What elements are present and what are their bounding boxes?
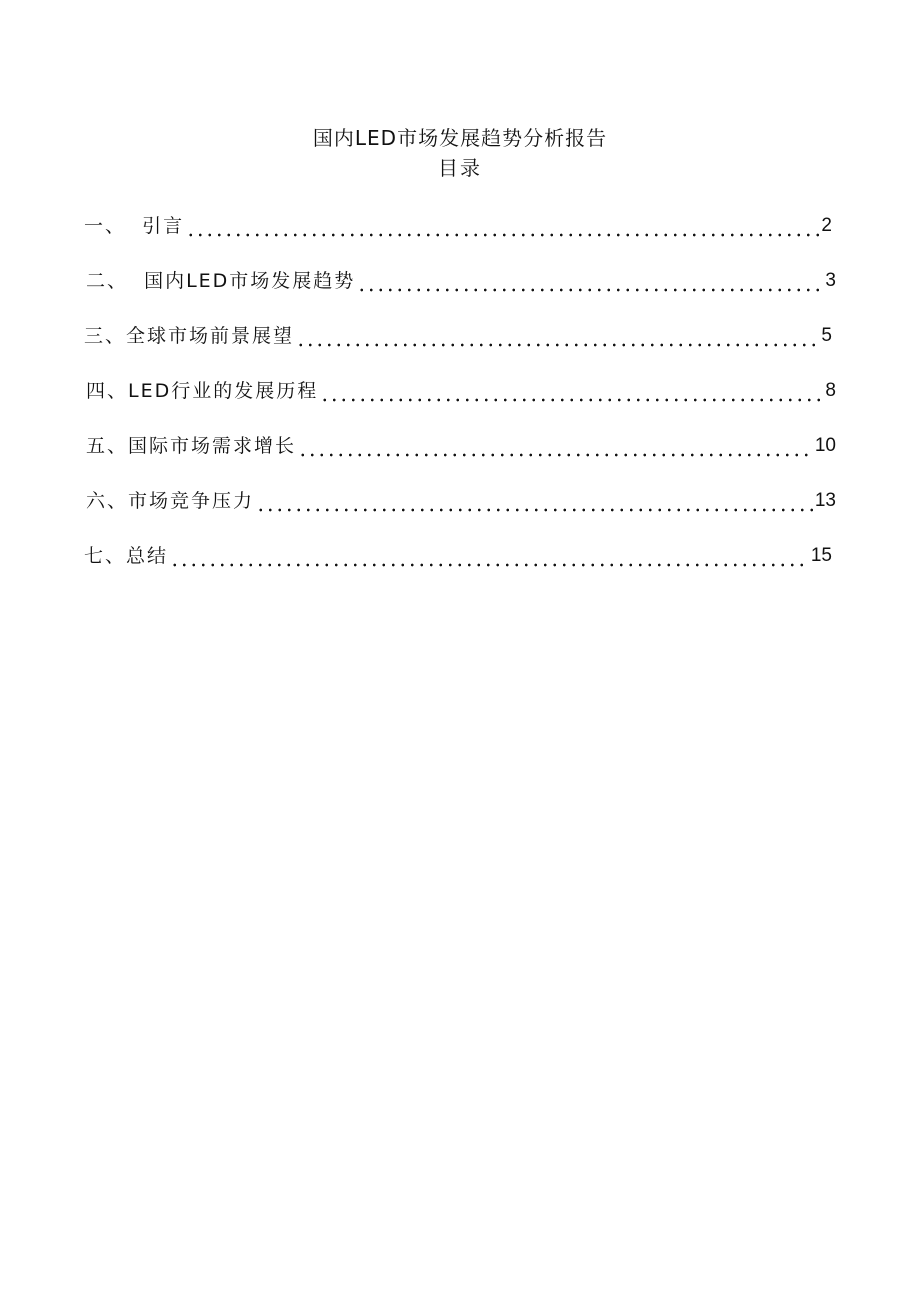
toc-entry-label: 三、全球市场前景展望 — [84, 325, 295, 347]
toc-entry-global-outlook[interactable] — [84, 322, 832, 350]
toc-leader-dots — [186, 212, 819, 240]
toc-page-number: 10 — [814, 435, 836, 456]
toc-entry-domestic-trends[interactable] — [86, 267, 836, 295]
document-title: 国内LED市场发展趋势分析报告 — [312, 126, 608, 150]
toc-leader-dots — [296, 322, 819, 350]
toc-leader-dots — [256, 487, 813, 515]
toc-entry-label: 七、总结 — [84, 545, 169, 567]
toc-entry-label: 二、 国内LED市场发展趋势 — [86, 270, 356, 292]
toc-page-number: 15 — [810, 545, 832, 566]
toc-entry-label: 四、LED行业的发展历程 — [86, 380, 319, 402]
toc-page-number: 3 — [825, 270, 836, 291]
toc-leader-dots — [298, 432, 813, 460]
toc-leader-dots — [320, 377, 823, 405]
toc-page-number: 13 — [814, 490, 836, 511]
toc-entry-label: 六、市场竞争压力 — [86, 490, 255, 512]
toc-entry-introduction[interactable] — [84, 212, 832, 240]
toc-page-number: 8 — [825, 380, 836, 401]
toc-entry-summary[interactable] — [84, 542, 832, 570]
toc-leader-dots — [170, 542, 809, 570]
toc-entry-label: 一、 引言 — [84, 215, 185, 237]
toc-page-number: 5 — [821, 325, 832, 346]
toc-entry-label: 五、国际市场需求增长 — [86, 435, 297, 457]
toc-leader-dots — [357, 267, 823, 295]
toc-entry-industry-history[interactable] — [86, 377, 836, 405]
toc-entry-competition-pressure[interactable] — [86, 487, 836, 515]
toc-page-number: 2 — [821, 215, 832, 236]
toc-heading: 目录 — [438, 156, 482, 180]
toc-entry-international-demand[interactable] — [86, 432, 836, 460]
